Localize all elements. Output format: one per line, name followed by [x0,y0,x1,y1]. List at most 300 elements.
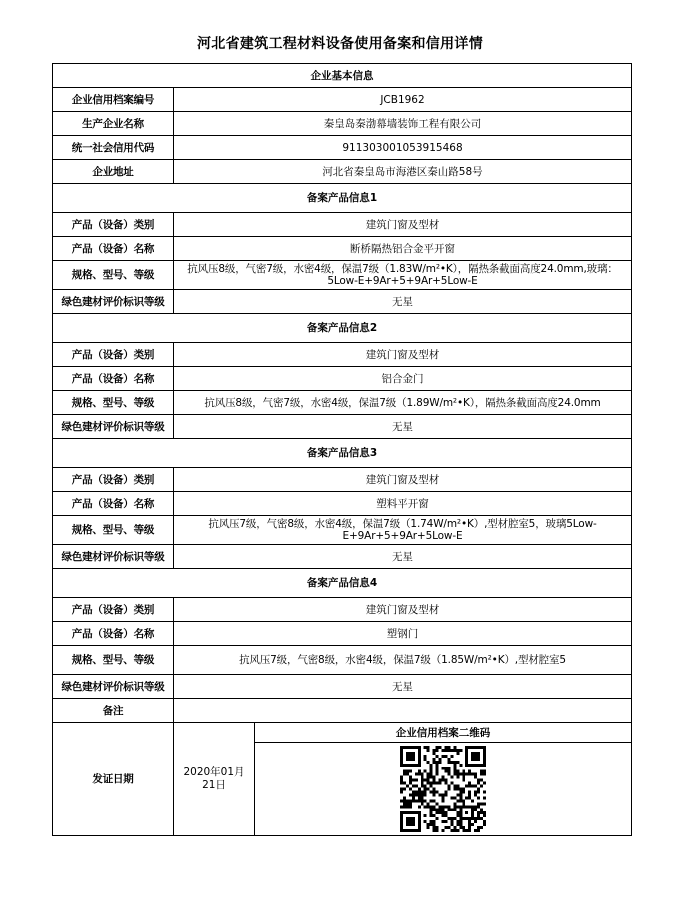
qr-module [436,790,439,793]
qr-module [424,799,427,802]
qr-module [462,802,465,805]
page-title: 河北省建筑工程材料设备使用备案和信用详情 [197,36,483,52]
qr-module [418,749,421,752]
qr-module [459,817,462,820]
qr-module [447,826,450,829]
qr-module [459,826,462,829]
qr-module [447,761,450,764]
field-label: 产品（设备）类别 [53,213,174,237]
qr-module [447,808,450,811]
qr-module [409,799,412,802]
qr-module [442,796,445,799]
table-row [53,646,632,675]
qr-module [412,811,415,814]
qr-module [477,817,480,820]
qr-module [465,764,468,767]
qr-module [427,746,430,749]
company-address-value: 河北省秦皇岛市海港区秦山路58号 [174,160,632,184]
field-label: 产品（设备）类别 [53,343,174,367]
qr-module [450,823,453,826]
qr-module [456,749,459,752]
qr-module [418,790,421,793]
qr-module [403,802,406,805]
qr-module [459,793,462,796]
qr-module [456,814,459,817]
qr-module [406,758,409,761]
qr-module [403,764,406,767]
qr-module [477,779,480,782]
qr-module [480,773,483,776]
green-rating-value: 无星 [174,290,632,314]
qr-module [444,755,447,758]
qr-module [444,814,447,817]
qr-module [430,805,433,808]
qr-module [477,788,480,791]
product-spec-value: 抗风压7级，气密8级，水密4级，保温7级（1.85W/m²•K）,型材腔室5 [174,646,632,675]
qr-module [412,829,415,832]
qr-module [453,773,456,776]
qr-module [456,752,459,755]
qr-module [433,758,436,761]
qr-module [412,752,415,755]
field-label: 规格、型号、等级 [53,646,174,675]
green-rating-value: 无星 [174,415,632,439]
table-row [53,415,632,439]
qr-module [456,776,459,779]
qr-module [403,788,406,791]
qr-module [456,785,459,788]
qr-module [462,773,465,776]
qr-module [406,820,409,823]
qr-module [409,782,412,785]
qr-module [439,793,442,796]
qr-module [433,808,436,811]
qr-module [480,808,483,811]
qr-module [433,799,436,802]
table-row [53,112,632,136]
qr-module [427,823,430,826]
qr-module [436,817,439,820]
product-name-value: 断桥隔热铝合金平开窗 [174,237,632,261]
qr-module [483,782,486,785]
qr-module [471,758,474,761]
qr-module [474,746,477,749]
qr-module [465,796,468,799]
qr-module [418,788,421,791]
qr-module [474,793,477,796]
field-label: 规格、型号、等级 [53,391,174,415]
qr-module [474,755,477,758]
qr-module [442,793,445,796]
qr-module [468,793,471,796]
qr-module [474,820,477,823]
qr-module [424,790,427,793]
qr-module [453,749,456,752]
qr-module [427,826,430,829]
company-name-value: 秦皇岛秦渤幕墙装饰工程有限公司 [174,112,632,136]
qr-module [415,790,418,793]
qr-module [433,761,436,764]
qr-module [415,811,418,814]
field-label: 产品（设备）类别 [53,468,174,492]
qr-module [430,764,433,767]
qr-module [406,764,409,767]
table-row [53,675,632,699]
qr-module [468,820,471,823]
qr-module [450,829,453,832]
qr-module [403,799,406,802]
remarks-value [174,699,632,723]
qr-module [415,793,418,796]
qr-module [456,793,459,796]
qr-module [477,758,480,761]
qr-module [406,785,409,788]
qr-module [418,770,421,773]
qr-module [477,790,480,793]
qr-module [436,749,439,752]
qr-module [456,770,459,773]
table-row [53,391,632,415]
qr-code-icon [400,746,486,832]
qr-module [444,749,447,752]
qr-module [477,814,480,817]
qr-module [474,790,477,793]
table-row [53,598,632,622]
qr-module [450,808,453,811]
qr-module [442,776,445,779]
qr-module [474,785,477,788]
qr-module [406,752,409,755]
qr-module [471,808,474,811]
qr-module [415,773,418,776]
field-label: 统一社会信用代码 [53,136,174,160]
qr-module [418,820,421,823]
qr-module [412,820,415,823]
table-row [53,213,632,237]
qr-module [456,820,459,823]
qr-module [477,802,480,805]
qr-module [480,826,483,829]
product-spec-value: 抗风压7级，气密8级，水密4级，保温7级（1.74W/m²•K）,型材腔室5，玻璃5Low-E+9Ar+5+9Ar+5Low-E [174,516,632,545]
qr-module [462,776,465,779]
qr-module [444,746,447,749]
qr-module [412,755,415,758]
table-row [53,516,632,545]
product-name-value: 铝合金门 [174,367,632,391]
qr-module [400,764,403,767]
table-row [53,88,632,112]
qr-module [418,826,421,829]
field-label: 绿色建材评价标识等级 [53,675,174,699]
qr-module [462,788,465,791]
table-row [53,367,632,391]
qr-module [430,814,433,817]
table-row [53,468,632,492]
qr-module [444,770,447,773]
qr-module [459,820,462,823]
qr-module [471,773,474,776]
qr-module [403,770,406,773]
qr-module [456,823,459,826]
qr-module [465,758,468,761]
qr-module [468,823,471,826]
qr-module [430,823,433,826]
qr-module [483,758,486,761]
qr-module [471,811,474,814]
qr-module [471,755,474,758]
record-table [52,63,632,836]
qr-module [412,785,415,788]
qr-module [424,746,427,749]
qr-module [483,820,486,823]
qr-module [447,805,450,808]
qr-module [421,799,424,802]
qr-module [468,829,471,832]
qr-module [474,817,477,820]
qr-module [459,811,462,814]
qr-module [462,799,465,802]
qr-module [424,785,427,788]
product-name-value: 塑料平开窗 [174,492,632,516]
qr-module [433,820,436,823]
field-label: 绿色建材评价标识等级 [53,415,174,439]
table-row [53,545,632,569]
qr-module [406,817,409,820]
section-header-product: 备案产品信息2 [53,314,632,343]
qr-module [433,749,436,752]
qr-module [436,746,439,749]
qr-module [477,811,480,814]
qr-module [409,829,412,832]
credit-code-value: 911303001053915468 [174,136,632,160]
qr-module [436,826,439,829]
qr-module [474,805,477,808]
qr-module [456,805,459,808]
qr-module [444,805,447,808]
qr-module [415,785,418,788]
qr-module [468,782,471,785]
qr-module [433,826,436,829]
qr-module [400,811,403,814]
qr-module [430,770,433,773]
qr-module [453,796,456,799]
qr-module [477,764,480,767]
qr-module [424,770,427,773]
field-label: 绿色建材评价标识等级 [53,545,174,569]
qr-module [474,776,477,779]
qr-module [447,817,450,820]
table-row [53,160,632,184]
qr-module [442,811,445,814]
qr-module [427,782,430,785]
qr-module [459,814,462,817]
qr-module [409,758,412,761]
qr-module [447,788,450,791]
qr-module [456,811,459,814]
qr-module [459,788,462,791]
qr-module [433,782,436,785]
qr-module [456,761,459,764]
qr-module [450,761,453,764]
qr-module [409,805,412,808]
qr-module [418,758,421,761]
qr-module [406,802,409,805]
green-rating-value: 无星 [174,675,632,699]
qr-module [450,817,453,820]
qr-module [400,749,403,752]
qr-module [471,817,474,820]
qr-module [409,793,412,796]
record-number-value: JCB1962 [174,88,632,112]
qr-module [477,752,480,755]
qr-module [409,817,412,820]
qr-module [456,829,459,832]
qr-module [400,823,403,826]
section-header-product: 备案产品信息3 [53,439,632,468]
qr-module [483,755,486,758]
qr-module [427,805,430,808]
product-name-value: 塑钢门 [174,622,632,646]
qr-module [480,802,483,805]
qr-module [418,761,421,764]
qr-module [406,805,409,808]
qr-module [430,767,433,770]
qr-module [430,811,433,814]
qr-module [442,808,445,811]
qr-module [406,755,409,758]
qr-module [400,805,403,808]
qr-module [418,805,421,808]
qr-module [409,746,412,749]
qr-module [468,790,471,793]
qr-module [424,758,427,761]
qr-module [436,755,439,758]
qr-module [465,752,468,755]
field-label: 产品（设备）名称 [53,367,174,391]
qr-module [483,746,486,749]
qr-module [444,782,447,785]
qr-module [439,758,442,761]
qr-module [409,755,412,758]
qr-module [421,796,424,799]
qr-module [400,755,403,758]
qr-module [412,817,415,820]
table-row [53,699,632,723]
qr-module [474,829,477,832]
qr-module [453,767,456,770]
qr-module [468,746,471,749]
product-category-value: 建筑门窗及型材 [174,343,632,367]
qr-module [444,826,447,829]
qr-module [483,752,486,755]
qr-module [409,823,412,826]
field-label: 企业地址 [53,160,174,184]
qr-module [465,785,468,788]
qr-module [406,823,409,826]
field-label: 规格、型号、等级 [53,261,174,290]
qr-cell [255,743,632,836]
table-row [53,237,632,261]
qr-module [418,796,421,799]
qr-module [430,785,433,788]
qr-module [442,820,445,823]
qr-module [433,752,436,755]
qr-module [480,770,483,773]
qr-module [418,793,421,796]
qr-module [462,779,465,782]
qr-module [483,761,486,764]
qr-module [477,829,480,832]
qr-module [483,790,486,793]
field-label: 生产企业名称 [53,112,174,136]
qr-module [427,749,430,752]
qr-module [468,817,471,820]
qr-module [468,805,471,808]
qr-module [412,790,415,793]
qr-module [447,758,450,761]
qr-module [409,802,412,805]
field-label: 产品（设备）名称 [53,237,174,261]
qr-module [412,764,415,767]
qr-module [400,820,403,823]
qr-module [465,761,468,764]
qr-module [459,799,462,802]
qr-module [409,764,412,767]
qr-module [468,764,471,767]
qr-module [462,770,465,773]
qr-module [421,776,424,779]
qr-module [480,817,483,820]
qr-module [450,820,453,823]
qr-module [450,796,453,799]
qr-module [439,811,442,814]
qr-module [424,755,427,758]
qr-module [453,770,456,773]
qr-module [477,782,480,785]
qr-module [453,802,456,805]
qr-module [483,811,486,814]
qr-module [453,761,456,764]
qr-module [465,755,468,758]
qr-module [412,796,415,799]
qr-module [415,799,418,802]
qr-module [406,770,409,773]
qr-module [436,829,439,832]
qr-module [418,752,421,755]
qr-module [400,814,403,817]
qr-module [400,782,403,785]
qr-module [453,829,456,832]
qr-module [433,790,436,793]
qr-module [459,773,462,776]
qr-module [439,761,442,764]
qr-module [433,776,436,779]
qr-module [471,799,474,802]
qr-module [427,788,430,791]
qr-module [421,782,424,785]
qr-module [412,823,415,826]
qr-module [400,817,403,820]
qr-module [442,779,445,782]
qr-module [483,823,486,826]
qr-module [450,749,453,752]
green-rating-value: 无星 [174,545,632,569]
qr-module [436,767,439,770]
qr-module [400,790,403,793]
qr-module [430,782,433,785]
qr-module [409,770,412,773]
qr-module [409,788,412,791]
